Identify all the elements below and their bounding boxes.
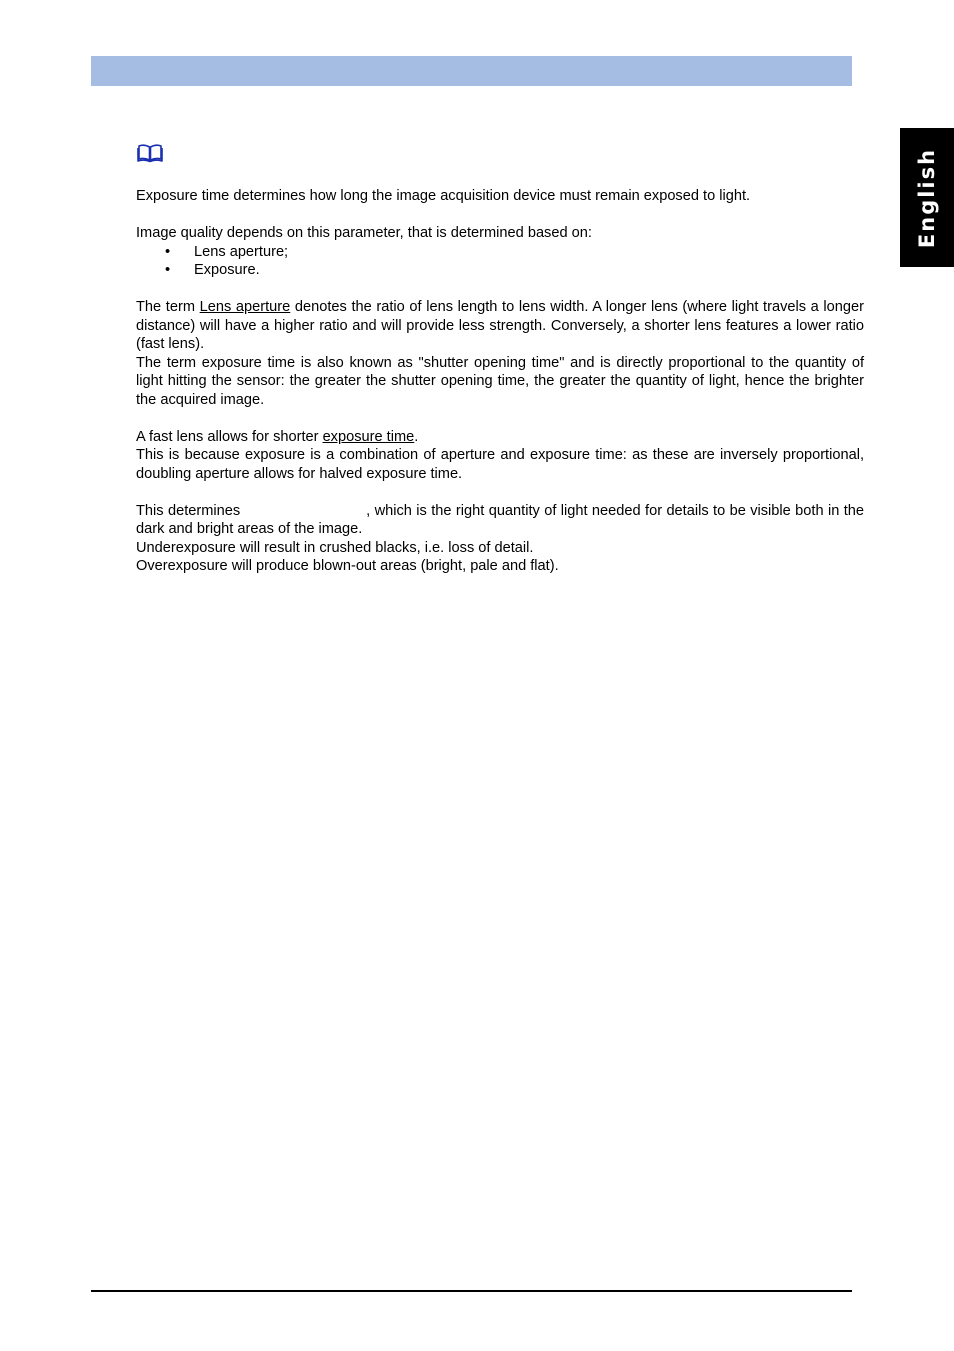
bullet-icon: • (165, 243, 171, 260)
exposure-term-paragraph: The term exposure time is also known as "shutter opening time" and is directly proportional to the quantity of light hitting the sensor: the greater the shutter opening time, the greater the quantity of light, hence the brighter the acquired image. (136, 354, 864, 408)
lens-aperture-link[interactable]: Lens aperture (199, 299, 291, 315)
intro-paragraph: Exposure time determines how long the image acquisition device must remain exposed to light. (136, 188, 751, 204)
overexposure-paragraph: Overexposure will produce blown-out areas (bright, pale and flat). (136, 558, 559, 574)
language-tab-label: English (915, 147, 939, 248)
list-item (136, 261, 864, 280)
book-icon (137, 143, 163, 163)
underexposure-paragraph: Underexposure will result in crushed blacks, i.e. loss of detail. (136, 539, 534, 556)
determines-suffix: , which is the right quantity of light needed for details to be visible both in the dark and bright areas of the image. (136, 502, 864, 537)
body-text (136, 187, 864, 576)
fast-lens-prefix: A fast lens allows for shorter (136, 428, 323, 445)
fast-lens-suffix: . (414, 428, 419, 445)
determines-paragraph (136, 502, 864, 539)
language-tab (900, 128, 954, 267)
aperture-paragraph (136, 298, 864, 354)
exposure-time-link[interactable]: exposure time (322, 428, 415, 445)
combination-paragraph: This is because exposure is a combination of aperture and exposure time: as these are inversely proportional, doubling aperture allows for halved exposure time. (136, 447, 864, 482)
quality-paragraph: Image quality depends on this parameter, that is determined based on: (136, 225, 592, 241)
header-band (91, 56, 852, 86)
parameter-list (136, 243, 864, 280)
aperture-prefix: The term (136, 299, 200, 315)
determines-prefix: This determines (136, 502, 241, 519)
bullet-icon: • (165, 262, 171, 278)
list-item-label: Exposure. (194, 262, 260, 278)
footer-rule (91, 1290, 852, 1292)
list-item (136, 243, 864, 262)
fast-lens-paragraph (136, 428, 864, 447)
aperture-suffix: denotes the ratio of lens length to lens width. A longer lens (where light travels a longer distance) will have a higher ratio and will provide less strength. Conversely, a shorter lens features a lower ratio (fast lens). (136, 299, 864, 352)
list-item-label: Lens aperture; (194, 243, 289, 260)
